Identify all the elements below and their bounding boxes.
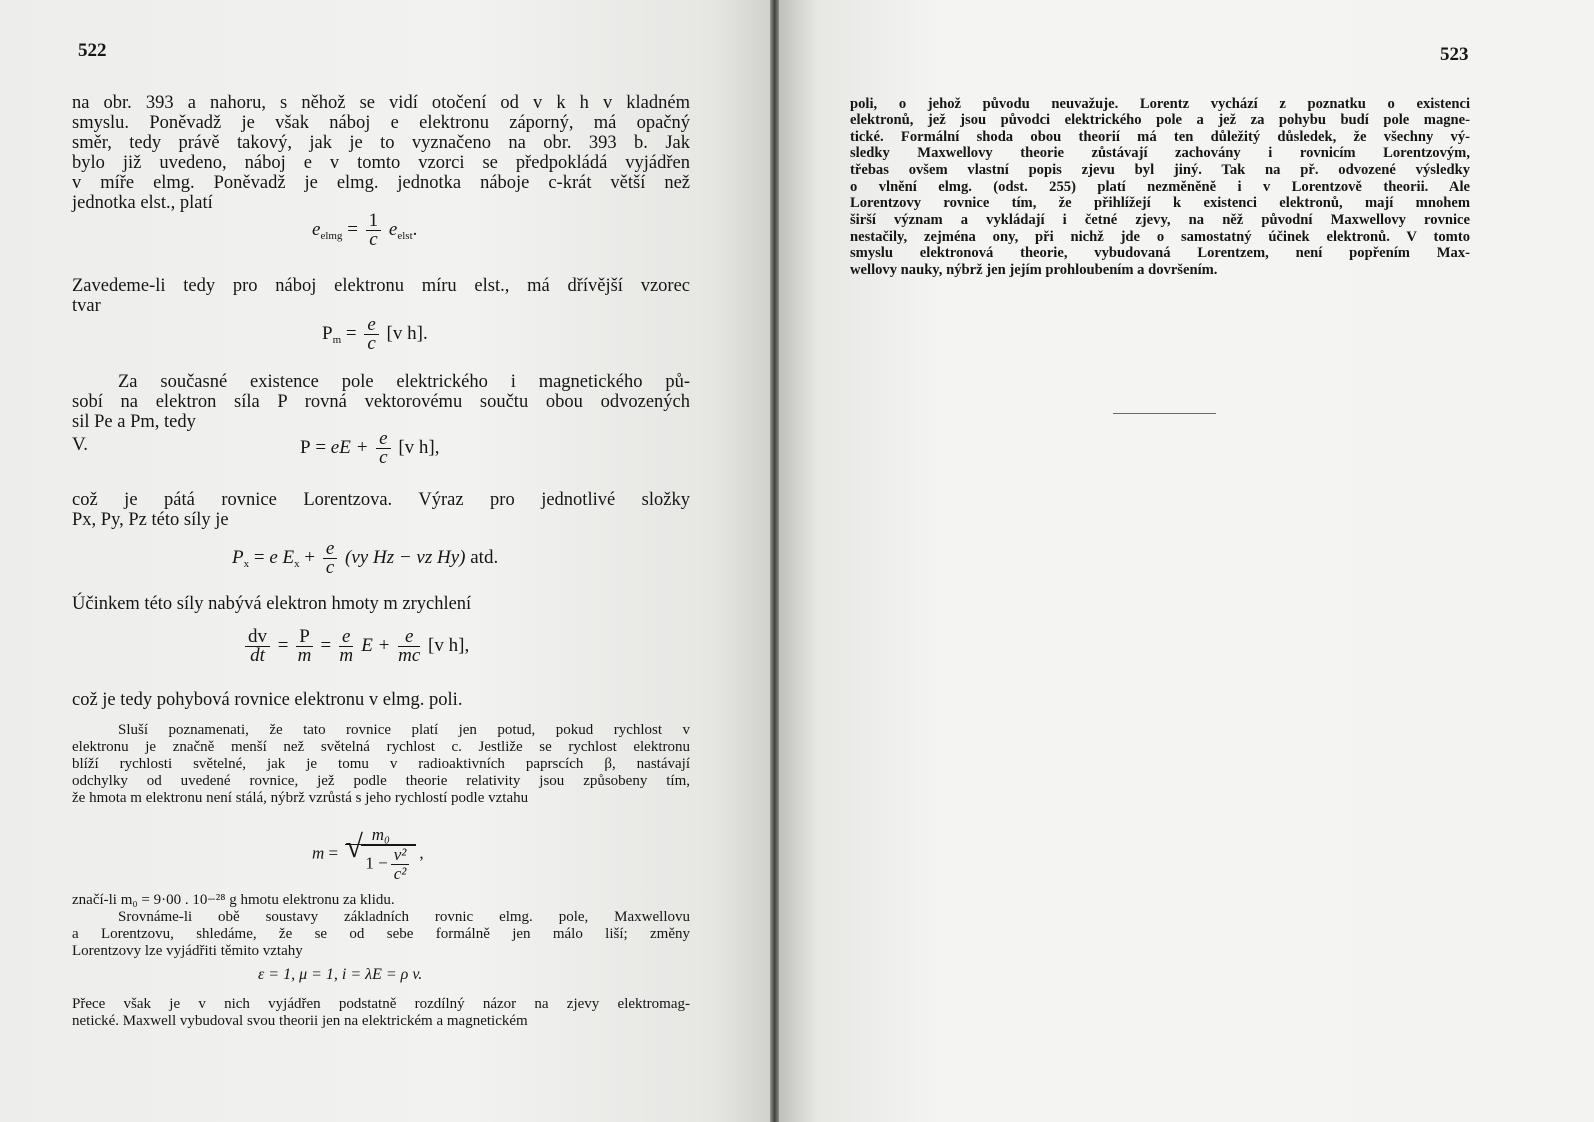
text-line: bylo již uvedeno, náboj e v tomto vzorci se předpokládá vyjádřen (72, 153, 690, 173)
end-rule (1113, 413, 1216, 414)
text-line: smyslu. Poněvadž je však náboj e elektronu záporný, má opačný (72, 113, 690, 133)
equation-motion: $\frac{dv}{dt}$ = $\frac{P}{m}$ = $\frac{e}{m}$ E + $\frac{e}{mc}$ [v h], (242, 628, 469, 665)
equation-lorentz-force: P = eE + $\frac{e}{c}$ [v h], (300, 428, 440, 468)
footnote-line: odchylky od uvedené rovnice, jež podle theorie relativity jsou způsobeny tím, (72, 773, 690, 789)
text-line: sil Pe a Pm, tedy (72, 412, 196, 432)
equation-label: V. (72, 434, 89, 455)
text-line: sledky Maxwellovy theorie zůstávají zachovány i rovnicím Lorentzovým, (850, 145, 1470, 161)
text-line: Zavedeme-li tedy pro náboj elektronu míru elst., má dřívější vzorec (72, 276, 690, 296)
footnote-line: elektronu je značně menší než světelná rychlost c. Jestliže se rychlost elektronu (72, 739, 690, 755)
footnote-line: Lorentzovy lze vyjádřiti těmito vztahy (72, 943, 303, 959)
text-line: jednotka elst., platí (72, 193, 213, 213)
text-line: nestačily, zejména ony, při nichž jde o samostatný účinek elektronů. V tomto (850, 229, 1470, 245)
text-line: v míře elmg. Poněvadž je elmg. jednotka náboje c-krát větší než (72, 173, 690, 193)
footnote-line: blíží rychlosti světelné, jak je tomu v radioaktivních paprscích β, nastávají (72, 756, 690, 772)
text-line: třebas ovšem vlastní popis zjevu byl jiný. Tak na př. odvozené výsledky (850, 162, 1470, 178)
text-line: směr, tedy právě takový, jak je to vyznačeno na obr. 393 b. Jak (72, 133, 690, 153)
text-line: což je tedy pohybová rovnice elektronu v elmg. poli. (72, 690, 463, 710)
footnote-line: Přece však je v nich vyjádřen podstatně rozdílný názor na zjevy elektromag- (72, 996, 690, 1012)
equation-magnetic-force: $P_m$ = $\frac{e}{c}$ [v h]. (322, 314, 428, 354)
text-line: Za současné existence pole elektrického i magnetického pů- (118, 372, 690, 392)
text-line: sobí na elektron síla P rovná vektorovému součtu obou odvozených (72, 392, 690, 412)
equation-force-component: $P_x = e$ $E_x$ + $\frac{e}{c}$ (vy Hz − vz Hy) atd. (232, 538, 499, 578)
equation-relativistic-mass: m = m₀ √ 1 − $\frac{\text{v²}}{\text{c²}}$ , (312, 825, 424, 883)
footnote-line: a Lorentzovu, shledáme, že se od sebe formálně jen málo liší; změny (72, 926, 690, 942)
footnote-line: značí-li m₀ = 9·00 . 10−²⁸ g hmotu elektronu za klidu. (72, 892, 395, 908)
text-line: poli, o jehož původu neuvažuje. Lorentz vychází z poznatku o existenci (850, 96, 1470, 112)
footnote-line: Srovnáme-li obě soustavy základních rovnic elmg. pole, Maxwellovu (118, 909, 690, 925)
footnote-line: netické. Maxwell vybudoval svou theorii jen na elektrickém a magnetickém (72, 1013, 528, 1029)
text-line: smyslu elektronová theorie, vybudovaná Lorentzem, není popřením Max- (850, 245, 1470, 261)
equation-charge-units: $e_{elmg}$ = $\frac{1}{c}$ $e_{elst}$. (312, 210, 418, 250)
text-line: elektronů, jež jsou původci elektrického pole a jež za pohybu budí pole magne- (850, 112, 1470, 128)
book-gutter (770, 0, 779, 1122)
text-line: Px, Py, Pz této síly je (72, 510, 229, 530)
text-line: Účinkem této síly nabývá elektron hmoty m zrychlení (72, 594, 472, 614)
text-line: tvar (72, 296, 101, 316)
text-line: wellovy nauky, nýbrž jen jejím prohloubením a dovršením. (850, 262, 1218, 278)
text-line: tické. Formální shoda obou theorií má ten důležitý důsledek, že všechny vý- (850, 129, 1470, 145)
footnote-line: že hmota m elektronu není stálá, nýbrž vzrůstá s jeho rychlostí podle vztahu (72, 790, 529, 806)
page-number-left: 522 (78, 40, 107, 61)
text-line: Lorentzovy rovnice tím, že přihlížejí k existenci elektronů, mají mnohem (850, 195, 1470, 211)
footnote-line: Sluší poznamenati, že tato rovnice platí jen potud, pokud rychlost v (118, 722, 690, 738)
text-line: což je pátá rovnice Lorentzova. Výraz pro jednotlivé složky (72, 490, 690, 510)
text-line: o vlnění elmg. (odst. 255) platí nezměněně i v Lorentzově theorii. Ale (850, 179, 1470, 195)
equation-lorentz-substitutions: ε = 1, μ = 1, i = λE = ρ v. (258, 966, 423, 983)
page-number-right: 523 (1440, 44, 1469, 65)
text-line: širší význam a vykládají i četné zjevy, na něž původní Maxwellovy rovnice (850, 212, 1470, 228)
text-line: na obr. 393 a nahoru, s něhož se vidí otočení od v k h v kladném (72, 93, 690, 113)
